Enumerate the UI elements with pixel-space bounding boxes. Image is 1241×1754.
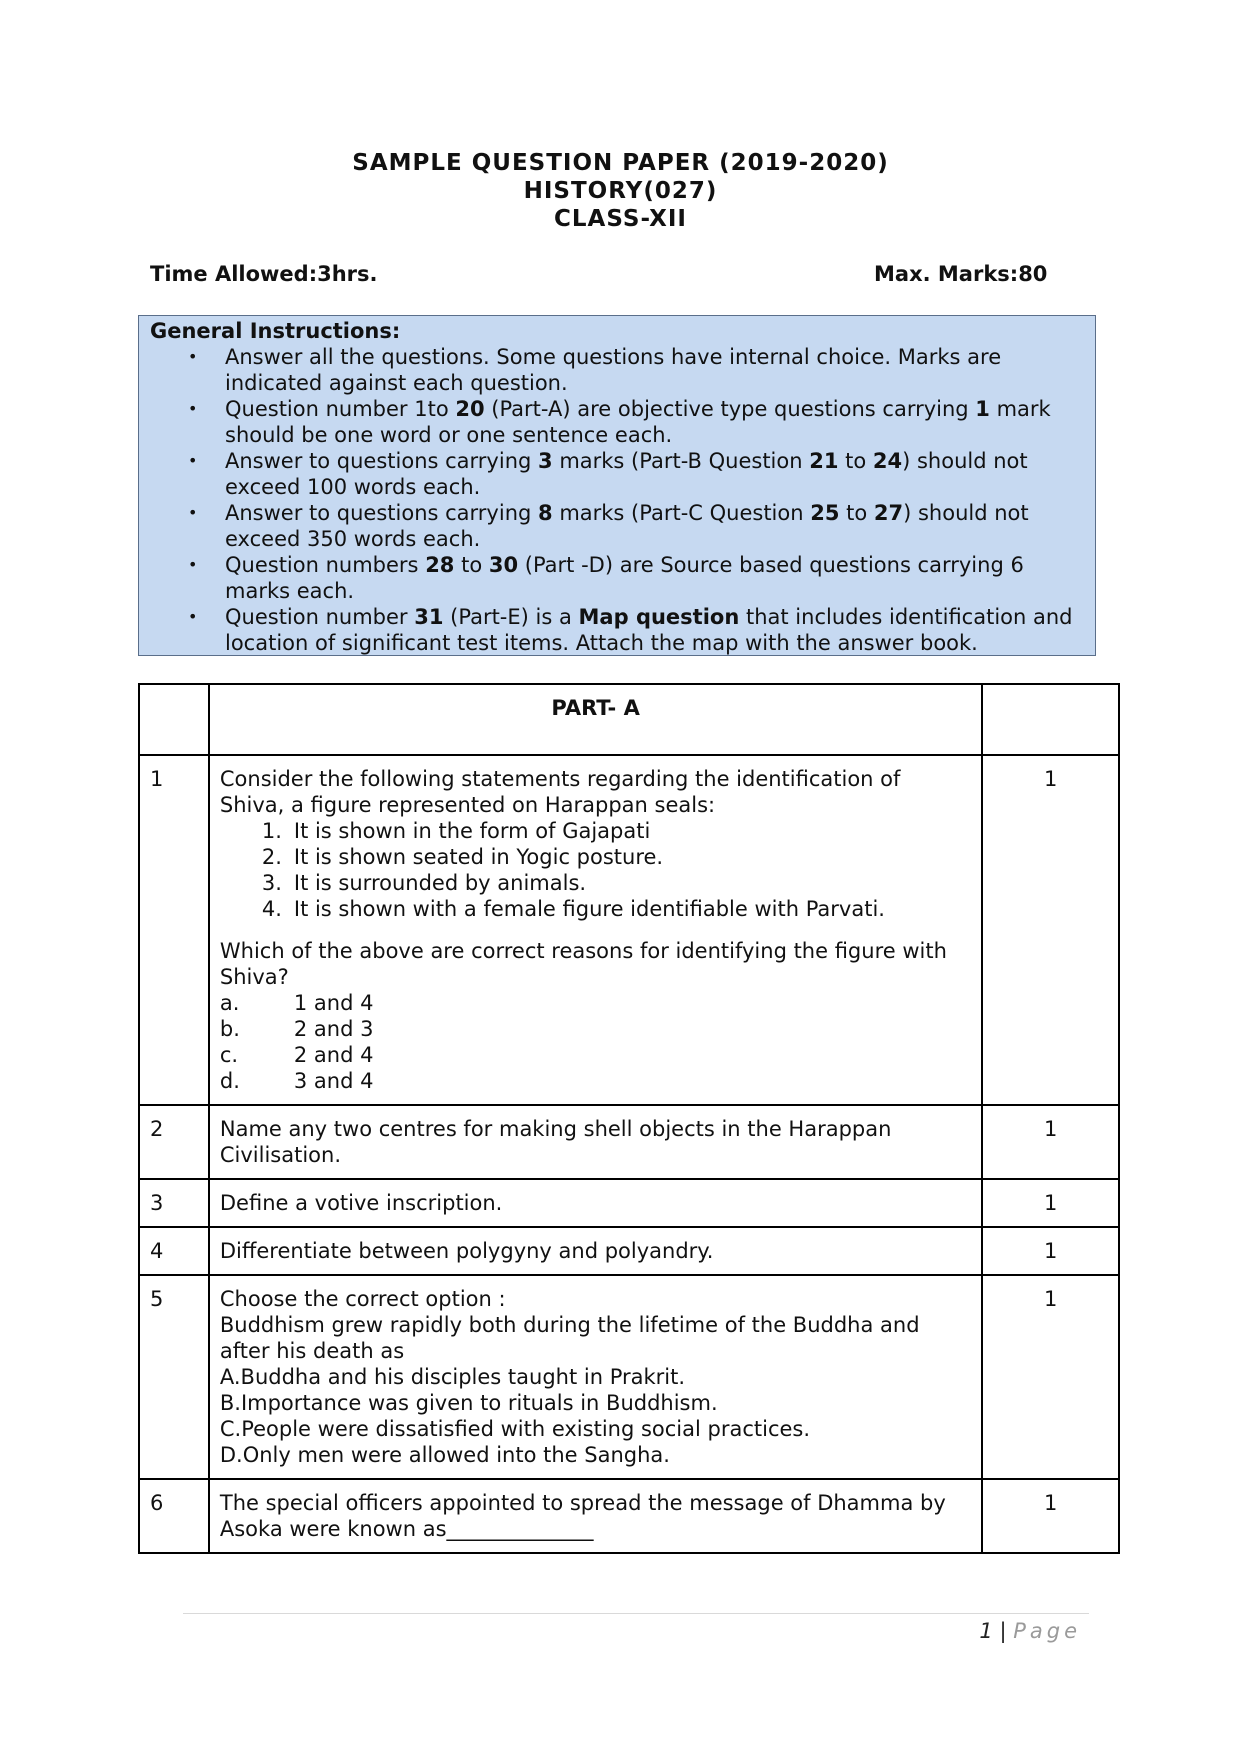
question-marks: 1 bbox=[982, 1105, 1119, 1179]
question-row bbox=[139, 1275, 1119, 1479]
option-letter: a. bbox=[219, 991, 240, 1015]
instruction-item bbox=[188, 448, 1083, 500]
statement-item bbox=[262, 896, 971, 922]
instruction-emphasis: Map question bbox=[578, 605, 740, 629]
question-marks: 1 bbox=[982, 1227, 1119, 1275]
instruction-text: to bbox=[838, 449, 873, 473]
bullet-icon: • bbox=[188, 503, 198, 522]
instruction-item bbox=[188, 344, 1083, 396]
bullet-icon: • bbox=[188, 555, 198, 574]
question-row bbox=[139, 1479, 1119, 1553]
question-row bbox=[139, 1227, 1119, 1275]
option-text: 3 and 4 bbox=[293, 1069, 374, 1093]
instruction-text: Question numbers bbox=[225, 553, 426, 577]
page-footer bbox=[979, 1619, 1081, 1643]
statement-text: It is surrounded by animals. bbox=[293, 871, 587, 895]
question-line: Buddhism grew rapidly both during the lifetime of the Buddha and after his death as bbox=[219, 1313, 920, 1363]
spacer bbox=[220, 922, 971, 938]
page-number: 1 bbox=[979, 1619, 993, 1643]
instructions-title: General Instructions: bbox=[150, 319, 401, 343]
statement-list bbox=[220, 818, 971, 922]
instructions-list bbox=[150, 344, 1083, 656]
question-text-cell bbox=[209, 1479, 982, 1553]
question-line: Choose the correct option : bbox=[219, 1287, 506, 1311]
instruction-text: that includes identification and location of significant test items. Attach the map with the answer book. bbox=[225, 605, 1073, 655]
instruction-text: ) should not exceed 350 words each. bbox=[225, 501, 1029, 551]
question-line: D.Only men were allowed into the Sangha. bbox=[219, 1443, 670, 1467]
option-letter: d. bbox=[219, 1069, 240, 1093]
option-letter: b. bbox=[219, 1017, 240, 1041]
question-line: A.Buddha and his disciples taught in Prakrit. bbox=[219, 1365, 686, 1389]
max-marks: Max. Marks:80 bbox=[874, 262, 1048, 286]
option-text: 2 and 3 bbox=[293, 1017, 374, 1041]
option-item bbox=[220, 1042, 971, 1068]
class-title: CLASS-XII bbox=[554, 206, 687, 232]
question-number: 1 bbox=[139, 755, 209, 1105]
instruction-item bbox=[188, 552, 1083, 604]
page-separator: | bbox=[999, 1619, 1007, 1643]
instruction-emphasis: 20 bbox=[455, 397, 485, 421]
option-item bbox=[220, 1068, 971, 1094]
question-text-cell bbox=[209, 1179, 982, 1227]
statement-number: 3. bbox=[261, 871, 282, 895]
statement-number: 2. bbox=[261, 845, 282, 869]
header-cell-number bbox=[139, 684, 209, 755]
option-letter: c. bbox=[219, 1043, 239, 1067]
instruction-text: mark should be one word or one sentence each. bbox=[225, 397, 1051, 447]
instruction-text: to bbox=[454, 553, 489, 577]
question-text: Name any two centres for making shell objects in the Harappan Civilisation. bbox=[219, 1117, 892, 1167]
instruction-item bbox=[188, 604, 1083, 656]
instruction-text: ) should not exceed 100 words each. bbox=[225, 449, 1028, 499]
question-marks: 1 bbox=[982, 1275, 1119, 1479]
question-line: B.Importance was given to rituals in Buddhism. bbox=[219, 1391, 718, 1415]
instruction-text: Answer all the questions. Some questions have internal choice. Marks are indicated against each question. bbox=[225, 345, 1002, 395]
question-row bbox=[139, 755, 1119, 1105]
option-text: 2 and 4 bbox=[293, 1043, 374, 1067]
statement-number: 1. bbox=[261, 819, 282, 843]
question-text: The special officers appointed to spread the message of Dhamma by Asoka were known as______________ bbox=[219, 1491, 946, 1541]
question-marks: 1 bbox=[982, 1479, 1119, 1553]
header-cell-marks bbox=[982, 684, 1119, 755]
option-text: 1 and 4 bbox=[293, 991, 374, 1015]
instruction-text: Answer to questions carrying bbox=[225, 449, 539, 473]
instruction-text: Answer to questions carrying bbox=[225, 501, 539, 525]
option-item bbox=[220, 990, 971, 1016]
question-row bbox=[139, 1105, 1119, 1179]
instruction-emphasis: 28 bbox=[425, 553, 455, 577]
question-marks: 1 bbox=[982, 1179, 1119, 1227]
instruction-text: marks (Part-C Question bbox=[552, 501, 811, 525]
statement-item bbox=[262, 870, 971, 896]
question-text: Define a votive inscription. bbox=[219, 1191, 503, 1215]
question-text-cell bbox=[209, 1227, 982, 1275]
instruction-emphasis: 3 bbox=[538, 449, 553, 473]
instruction-text: marks (Part-B Question bbox=[552, 449, 810, 473]
question-text: Consider the following statements regarding the identification of Shiva, a figure represented on Harappan seals: bbox=[219, 767, 901, 817]
statement-text: It is shown in the form of Gajapati bbox=[293, 819, 651, 843]
question-prompt: Which of the above are correct reasons for identifying the figure with Shiva? bbox=[219, 939, 947, 989]
question-number: 5 bbox=[139, 1275, 209, 1479]
instruction-item bbox=[188, 396, 1083, 448]
instruction-text: Question number 1to bbox=[225, 397, 456, 421]
general-instructions-box bbox=[138, 315, 1096, 656]
options-list bbox=[220, 990, 971, 1094]
instruction-emphasis: 31 bbox=[414, 605, 444, 629]
instruction-emphasis: 21 bbox=[809, 449, 839, 473]
questions-table bbox=[138, 683, 1120, 1554]
statement-item bbox=[262, 844, 971, 870]
instruction-emphasis: 27 bbox=[873, 501, 904, 525]
question-row bbox=[139, 1179, 1119, 1227]
statement-item bbox=[262, 818, 971, 844]
instruction-emphasis: 1 bbox=[975, 397, 990, 421]
part-a-heading: PART- A bbox=[209, 684, 982, 755]
question-number: 6 bbox=[139, 1479, 209, 1553]
bullet-icon: • bbox=[188, 451, 198, 470]
instruction-emphasis: 24 bbox=[872, 449, 903, 473]
instruction-text: (Part -D) are Source based questions carrying 6 marks each. bbox=[225, 553, 1024, 603]
question-text-cell bbox=[209, 1105, 982, 1179]
subject-title: HISTORY(027) bbox=[523, 178, 718, 204]
footer-divider bbox=[183, 1613, 1089, 1614]
instruction-emphasis: 25 bbox=[810, 501, 840, 525]
statement-text: It is shown with a female figure identifiable with Parvati. bbox=[293, 897, 885, 921]
question-text-cell bbox=[209, 755, 982, 1105]
statement-number: 4. bbox=[261, 897, 282, 921]
time-allowed: Time Allowed:3hrs. bbox=[150, 262, 378, 286]
paper-title: SAMPLE QUESTION PAPER (2019-2020) bbox=[352, 150, 889, 176]
question-number: 3 bbox=[139, 1179, 209, 1227]
part-a-header-row bbox=[139, 684, 1119, 755]
statement-text: It is shown seated in Yogic posture. bbox=[293, 845, 664, 869]
page-label: Page bbox=[1013, 1619, 1081, 1643]
question-text: Differentiate between polygyny and polyandry. bbox=[219, 1239, 714, 1263]
question-number: 2 bbox=[139, 1105, 209, 1179]
instruction-text: to bbox=[839, 501, 874, 525]
instruction-text: (Part-A) are objective type questions carrying bbox=[484, 397, 976, 421]
bullet-icon: • bbox=[188, 607, 198, 626]
bullet-icon: • bbox=[188, 399, 198, 418]
question-number: 4 bbox=[139, 1227, 209, 1275]
question-line: C.People were dissatisfied with existing social practices. bbox=[219, 1417, 811, 1441]
question-text-cell bbox=[209, 1275, 982, 1479]
bullet-icon: • bbox=[188, 347, 198, 366]
instruction-emphasis: 30 bbox=[488, 553, 519, 577]
option-item bbox=[220, 1016, 971, 1042]
instruction-text: Question number bbox=[225, 605, 415, 629]
instruction-emphasis: 8 bbox=[538, 501, 553, 525]
instruction-text: (Part-E) is a bbox=[443, 605, 579, 629]
instruction-item bbox=[188, 500, 1083, 552]
question-marks: 1 bbox=[982, 755, 1119, 1105]
